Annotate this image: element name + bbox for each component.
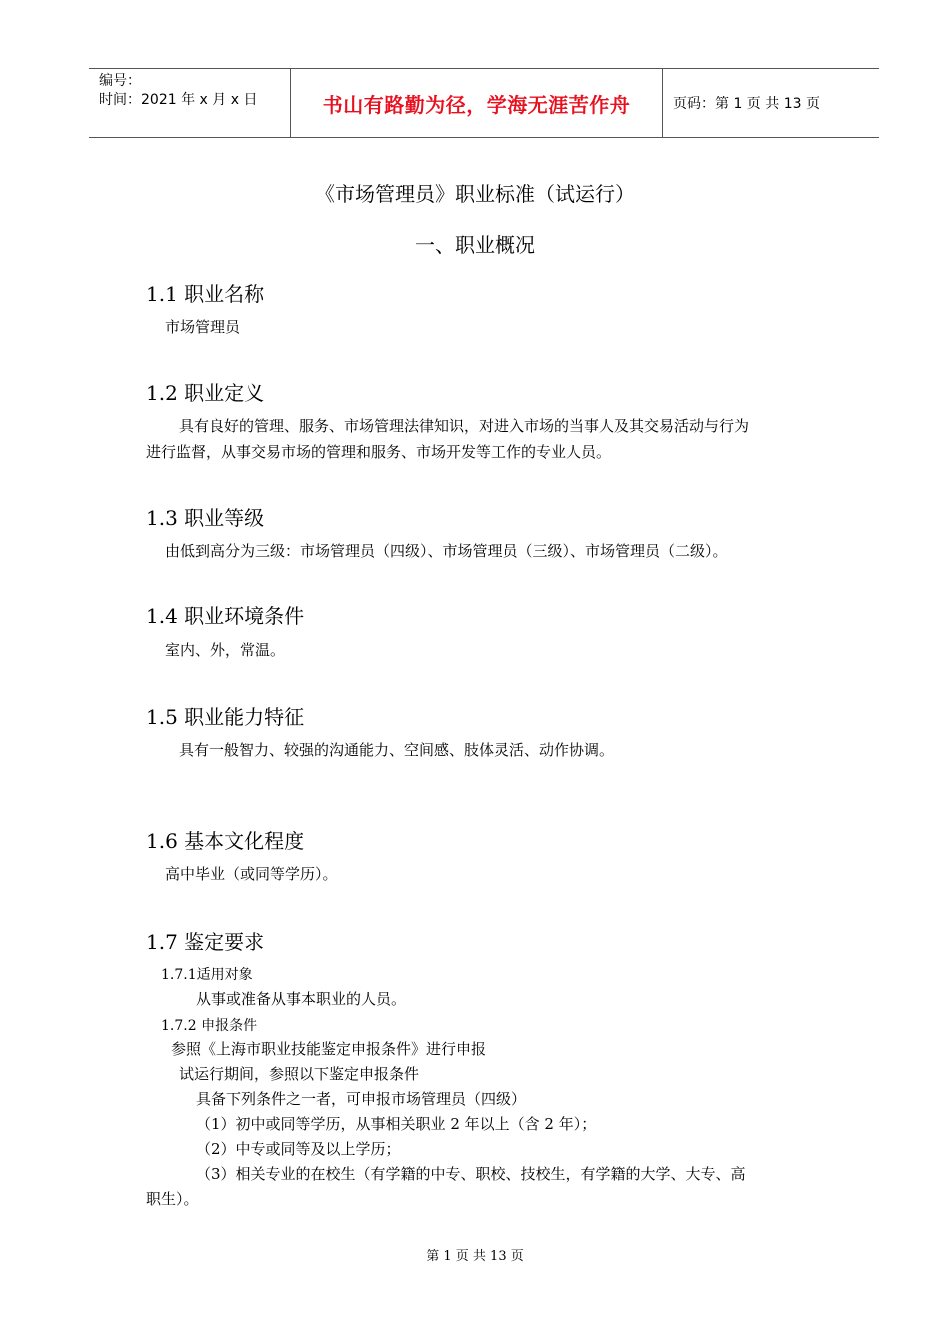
section-heading: 1.3 职业等级: [146, 506, 265, 530]
subsection-text: （3）相关专业的在校生（有学籍的中专、职校、技校生，有学籍的大学、大专、高: [196, 1165, 746, 1183]
subsection-text: （2）中专或同等及以上学历；: [196, 1140, 401, 1158]
section-heading: 1.1 职业名称: [146, 282, 265, 306]
subsection-text: （1）初中或同等学历，从事相关职业 2 年以上（含 2 年）；: [196, 1115, 597, 1133]
document-title: 《市场管理员》职业标准（试运行）: [315, 182, 635, 206]
subsection-text: 具备下列条件之一者，可申报市场管理员（四级）: [196, 1090, 527, 1108]
header-meta-cell: [89, 69, 291, 137]
subsection-text: 职生）。: [146, 1190, 199, 1208]
section-heading: 1.7 鉴定要求: [146, 930, 265, 954]
chapter-title: 一、职业概况: [415, 233, 535, 257]
number-label: 编号：: [99, 73, 141, 89]
subsection-text: 参照《上海市职业技能鉴定申报条件》进行申报: [171, 1040, 487, 1058]
section-heading: 1.5 职业能力特征: [146, 705, 305, 729]
subsection-text: 试运行期间，参照以下鉴定申报条件: [179, 1065, 420, 1083]
page-info: 页码：第 1 页 共 13 页: [673, 96, 820, 112]
header-table: [89, 68, 879, 138]
header-motto-cell: [291, 69, 663, 137]
section-heading: 1.6 基本文化程度: [146, 829, 305, 853]
motto-text: 书山有路勤为径，学海无涯苦作舟: [322, 92, 631, 117]
date-text: 时间：2021 年 x 月 x 日: [99, 92, 258, 108]
section-text: 具有一般智力、较强的沟通能力、空间感、肢体灵活、动作协调。: [179, 741, 615, 759]
section-text: 市场管理员: [165, 318, 241, 336]
section-text: 高中毕业（或同等学历）。: [165, 865, 338, 883]
subsection-text: 从事或准备从事本职业的人员。: [196, 990, 407, 1008]
subsection-heading: 1.7.2 申报条件: [161, 1018, 258, 1034]
section-heading: 1.2 职业定义: [146, 381, 265, 405]
subsection-heading: 1.7.1适用对象: [161, 967, 253, 983]
section-text: 室内、外，常温。: [165, 641, 286, 659]
section-text: 由低到高分为三级：市场管理员（四级）、市场管理员（三级）、市场管理员（二级）。: [165, 542, 728, 560]
section-text: 具有良好的管理、服务、市场管理法律知识，对进入市场的当事人及其交易活动与行为: [179, 417, 750, 435]
page-footer: 第 1 页 共 13 页: [426, 1249, 524, 1264]
section-heading: 1.4 职业环境条件: [146, 604, 305, 628]
header-page-cell: [663, 69, 879, 137]
section-text: 进行监督，从事交易市场的管理和服务、市场开发等工作的专业人员。: [146, 443, 612, 461]
